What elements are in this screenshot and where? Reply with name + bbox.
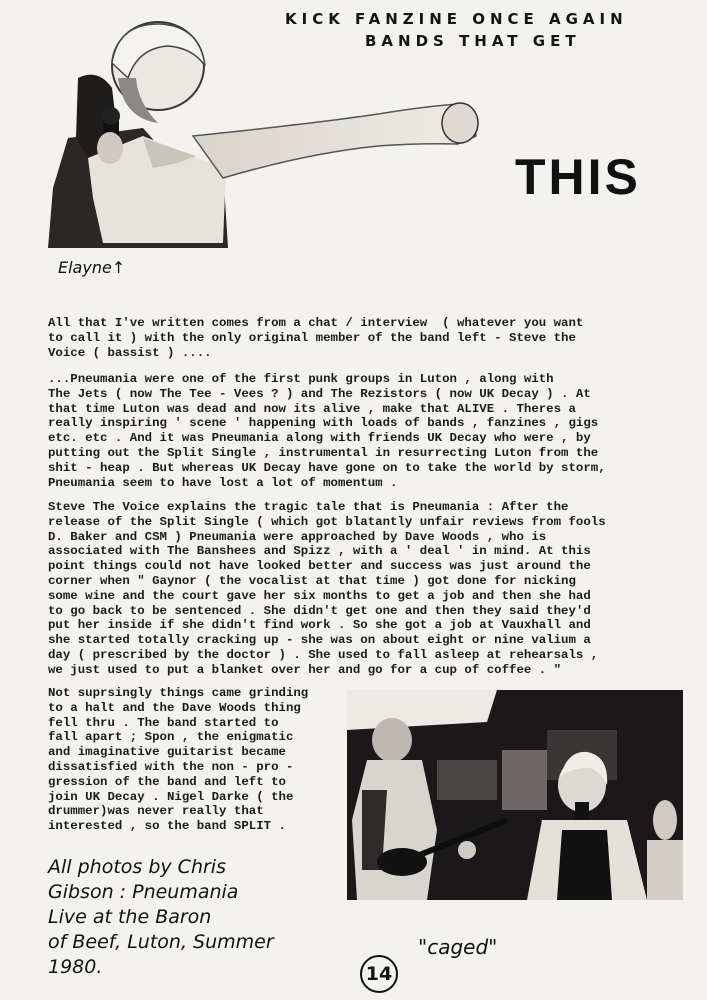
photo-caption-caged: "caged" (418, 935, 498, 959)
headline-this: THIS (515, 149, 641, 205)
photo-credit: All photos by Chris Gibson : Pneumania Live at the Baron of Beef, Luton, Summer 1980. (48, 856, 274, 978)
band-live-photo (347, 690, 683, 900)
page-number: 14 (360, 955, 398, 993)
masthead-line-2: BANDS THAT GET (365, 32, 581, 50)
intro-paragraph: All that I've written comes from a chat / interview ( whatever you want to call it ) with the only original member of the band left - Steve the Voice ( bassist ) .... (48, 316, 584, 360)
singer-photo (48, 18, 480, 248)
masthead-line-1: KICK FANZINE ONCE AGAIN (285, 10, 628, 28)
split-paragraph: Not suprsingly things came grinding to a halt and the Dave Woods thing fell thru . The band started to fall apart ; Spon , the enigmatic and imaginative guitarist became dissatisfied with the non - pro - gression of the band and left to join UK Decay . Nigel Darke ( the drummer)was never really that interested , so the band SPLIT . (48, 686, 309, 834)
history-paragraph: ...Pneumania were one of the first punk groups in Luton , along with The Jets ( now The Tee - Vees ? ) and The Rezistors ( now UK Decay ) . At that time Luton was dead and now its alive , make that ALIVE . Theres a really inspiring ' scene ' happening with loads of bands , fanzines , gigs etc. etc . And it was Pneumania along with friends UK Decay who were , by putting out the Split Single , instrumental in resurrecting Luton from the shit - heap . But whereas UK Decay have gone on to take the world by storm, Pneumania seem to have lost a lot of momentum . (48, 372, 606, 490)
photo-caption-elayne: Elayne↑ (58, 258, 126, 277)
story-paragraph: Steve The Voice explains the tragic tale that is Pneumania : After the release of the Split Single ( which got blatantly unfair reviews from fools D. Baker and CSM ) Pneumania were approached by Dave Woods , who is associated with The Banshees and Spizz , with a ' deal ' in mind. At this point things could not have looked better and success was just around the corner when " Gaynor ( the vocalist at that time ) got done for nicking some wine and the court gave her six months to get a job and then she had to go back to be sentenced . She didn't get one and then they said they'd put her inside if she didn't find work . So she got a job at Vauxhall and she started totally cracking up - she was on about eight or nine valium a day ( prescribed by the doctor ) . She used to fall asleep at rehearsals , we just used to put a blanket over her and go for a cup of coffee . " (48, 500, 606, 677)
